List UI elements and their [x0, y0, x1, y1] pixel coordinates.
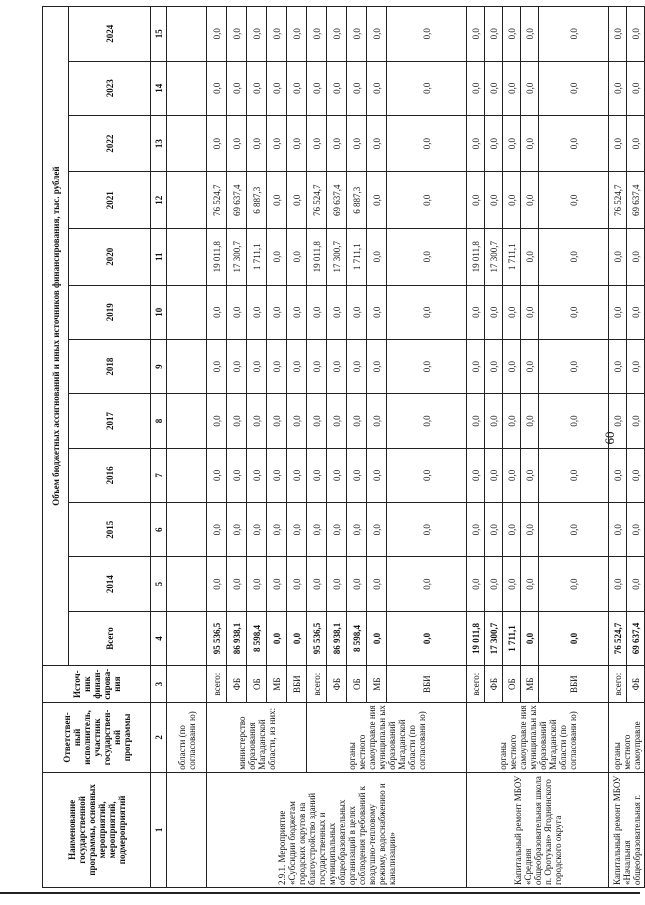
cell-value: 0,0 [287, 7, 307, 62]
cell-total: 86 938,1 [327, 611, 347, 665]
cell-value: 0,0 [307, 557, 327, 611]
cell-value: 0,0 [367, 339, 387, 393]
cell-value: 0,0 [307, 394, 327, 448]
cell-value: 76 524,7 [207, 172, 227, 229]
cell-value: 0,0 [627, 339, 645, 393]
cell-value: 0,0 [503, 557, 521, 611]
cell-value: 0,0 [539, 394, 609, 448]
cell-value: 0,0 [467, 394, 485, 448]
cell-value: 0,0 [227, 115, 247, 172]
col-number: 3 [151, 666, 167, 703]
cell-value: 0,0 [627, 448, 645, 502]
cell-value: 0,0 [207, 285, 227, 339]
cell-value: 0,0 [287, 448, 307, 502]
cell-value: 69 637,4 [627, 172, 645, 229]
cell-responsible: органы местного самоуправле [609, 703, 645, 773]
cell-value: 0,0 [207, 115, 227, 172]
cell-value: 0,0 [267, 61, 287, 115]
header-funding: Объем бюджетных ассигнований и иных источников финансирования, тыс. рублей [43, 7, 69, 666]
cell-value: 0,0 [307, 115, 327, 172]
cell-value: 0,0 [207, 61, 227, 115]
cell-value: 0,0 [247, 285, 267, 339]
cell-value: 0,0 [307, 7, 327, 62]
cell-value: 0,0 [467, 285, 485, 339]
cell-value: 0,0 [521, 61, 539, 115]
cell-value: 0,0 [503, 61, 521, 115]
cell-source: ВБИ [287, 666, 307, 703]
cell-value: 0,0 [387, 557, 467, 611]
cell-value: 0,0 [539, 503, 609, 557]
cell-value: 0,0 [347, 7, 367, 62]
cell-value: 0,0 [503, 285, 521, 339]
cell-name: Капитальный ремонт МБОУ «Начальная общеобразовательная г. [609, 772, 645, 887]
cell-value: 0,0 [307, 61, 327, 115]
cell-value: 0,0 [327, 7, 347, 62]
col-number: 7 [151, 448, 167, 502]
cell-value: 0,0 [207, 7, 227, 62]
cell-value: 0,0 [207, 557, 227, 611]
cell-value: 0,0 [387, 7, 467, 62]
cell-value: 0,0 [307, 503, 327, 557]
cell-value: 0,0 [227, 339, 247, 393]
cell-value: 0,0 [267, 285, 287, 339]
header-year: 2023 [69, 61, 151, 115]
col-number: 8 [151, 394, 167, 448]
cell-value: 0,0 [467, 557, 485, 611]
col-number: 1 [151, 772, 167, 887]
cell-source: ОБ [503, 666, 521, 703]
cell-value: 0,0 [247, 503, 267, 557]
cell-total: 76 524,7 [609, 611, 627, 665]
header-name: Наименование государственной программы, основных мероприятий, мероприятий, подмероприятий [43, 772, 151, 887]
col-number: 11 [151, 228, 167, 285]
cell-value: 6 887,3 [347, 172, 367, 229]
cell-value: 0,0 [367, 557, 387, 611]
cell-value: 0,0 [467, 7, 485, 62]
cell-value: 0,0 [503, 115, 521, 172]
col-number: 12 [151, 172, 167, 229]
cell-value: 0,0 [503, 394, 521, 448]
cell-value: 0,0 [207, 394, 227, 448]
cell-total: 0,0 [387, 611, 467, 665]
cell-value: 0,0 [539, 448, 609, 502]
cell-value: 0,0 [227, 557, 247, 611]
cell-value: 0,0 [367, 448, 387, 502]
cell-value: 0,0 [367, 61, 387, 115]
cell-name: Капитальный ремонт МБОУ «Средняя общеобразовательная школа п. Оротукан» Ягоднинского городского округа [467, 772, 609, 887]
cell-value: 0,0 [227, 61, 247, 115]
cell-value: 17 300,7 [485, 228, 503, 285]
cell-source: всего: [307, 666, 327, 703]
cell-value: 0,0 [267, 448, 287, 502]
cell-value: 0,0 [347, 61, 367, 115]
cell-value: 0,0 [327, 115, 347, 172]
cell-value: 0,0 [485, 115, 503, 172]
cell-value: 0,0 [387, 285, 467, 339]
cell-value: 0,0 [485, 394, 503, 448]
cell-value: 0,0 [521, 339, 539, 393]
cell-value: 0,0 [227, 394, 247, 448]
header-year: 2017 [69, 394, 151, 448]
cell-value: 0,0 [347, 394, 367, 448]
cell-value: 0,0 [539, 228, 609, 285]
cell-source: ВБИ [539, 666, 609, 703]
cell-value: 0,0 [485, 339, 503, 393]
cell-value: 0,0 [627, 61, 645, 115]
cell-value: 0,0 [485, 285, 503, 339]
header-year: 2020 [69, 228, 151, 285]
cell-value: 0,0 [539, 339, 609, 393]
col-number: 9 [151, 339, 167, 393]
cell-value: 0,0 [367, 394, 387, 448]
cell-value: 0,0 [539, 557, 609, 611]
cell-total: 0,0 [367, 611, 387, 665]
page-number: 60 [602, 431, 617, 445]
table-row [467, 7, 485, 888]
cell-value: 0,0 [627, 228, 645, 285]
cell-value: 0,0 [307, 448, 327, 502]
cell-value: 0,0 [467, 339, 485, 393]
cell-value: 0,0 [227, 7, 247, 62]
cell-value: 0,0 [485, 7, 503, 62]
cell-value: 0,0 [287, 503, 307, 557]
header-year: 2024 [69, 7, 151, 62]
header-year: 2018 [69, 339, 151, 393]
cell-total: 1 711,1 [503, 611, 521, 665]
cell-source: всего: [467, 666, 485, 703]
cell-value: 0,0 [267, 172, 287, 229]
cell-value: 0,0 [609, 339, 627, 393]
cell-value: 0,0 [485, 557, 503, 611]
cell-source: всего: [207, 666, 227, 703]
cell-value: 0,0 [347, 448, 367, 502]
cell-total: 17 300,7 [485, 611, 503, 665]
table-row [307, 7, 327, 888]
cell-value: 0,0 [287, 394, 307, 448]
cell-responsible: органы местного самоуправле ния муниципальн ых образований Магаданской области (по согласовани ю) [307, 703, 467, 773]
header-year: 2019 [69, 285, 151, 339]
cell-value: 1 711,1 [503, 228, 521, 285]
cell-total: 8 598,4 [247, 611, 267, 665]
cell-value: 0,0 [227, 503, 247, 557]
cell-value: 0,0 [503, 339, 521, 393]
cell-value: 0,0 [367, 7, 387, 62]
cell-value: 0,0 [327, 503, 347, 557]
funding-table [42, 6, 645, 888]
header-year: 2021 [69, 172, 151, 229]
cell-value: 0,0 [467, 172, 485, 229]
cell-value: 19 011,8 [307, 228, 327, 285]
cell-value: 0,0 [207, 448, 227, 502]
table-row [609, 7, 627, 888]
cell-value: 0,0 [627, 285, 645, 339]
cell-value: 0,0 [503, 503, 521, 557]
cell-value: 0,0 [627, 557, 645, 611]
col-number: 5 [151, 557, 167, 611]
cell-total: 69 637,4 [627, 611, 645, 665]
cell-value: 0,0 [347, 339, 367, 393]
cell-value: 0,0 [247, 115, 267, 172]
cell-source: ВБИ [387, 666, 467, 703]
cell-value: 0,0 [467, 503, 485, 557]
table-row [207, 7, 227, 888]
cell-value: 0,0 [247, 394, 267, 448]
cell-value: 0,0 [609, 7, 627, 62]
header-year: 2022 [69, 115, 151, 172]
cell-value: 0,0 [521, 7, 539, 62]
cell-source: ФБ [485, 666, 503, 703]
cell-value: 17 300,7 [327, 228, 347, 285]
cell-value: 1 711,1 [347, 228, 367, 285]
cell-name: 2.9.1. Мероприятие «Субсидии бюджетам городских округов на благоустройство зданий государственных и муниципальных общеобразовательных организаций в целях соблюдения требований к воздушно-тепловому режиму, водоснабжению и канализации» [207, 772, 467, 887]
cell-value: 0,0 [287, 339, 307, 393]
cell-value: 0,0 [287, 172, 307, 229]
cell-value: 0,0 [521, 557, 539, 611]
cell-value: 0,0 [387, 115, 467, 172]
cell-value: 0,0 [503, 7, 521, 62]
header-year: 2014 [69, 557, 151, 611]
cell-value: 69 637,4 [227, 172, 247, 229]
cell-value: 0,0 [367, 228, 387, 285]
cell-value: 0,0 [267, 115, 287, 172]
cell-value: 0,0 [347, 503, 367, 557]
cell-value: 0,0 [521, 394, 539, 448]
cell-value: 0,0 [387, 394, 467, 448]
cell-total: 0,0 [267, 611, 287, 665]
cell-value: 0,0 [485, 172, 503, 229]
cell-value: 0,0 [367, 503, 387, 557]
cell-value: 0,0 [467, 448, 485, 502]
cell-value: 0,0 [609, 503, 627, 557]
cell-source: всего: [609, 666, 627, 703]
cell-value: 19 011,8 [467, 228, 485, 285]
cell-value: 0,0 [327, 394, 347, 448]
cell-value: 0,0 [627, 394, 645, 448]
cell-value: 0,0 [267, 339, 287, 393]
cell-source: МБ [367, 666, 387, 703]
cell-source: МБ [521, 666, 539, 703]
cell-value: 0,0 [347, 557, 367, 611]
cell-value: 19 011,8 [207, 228, 227, 285]
cell-value: 0,0 [307, 339, 327, 393]
cell-total: 95 536,5 [207, 611, 227, 665]
cell-value: 0,0 [267, 557, 287, 611]
cell-value: 0,0 [327, 557, 347, 611]
col-number: 15 [151, 7, 167, 62]
cell-value: 0,0 [467, 115, 485, 172]
cell-value: 0,0 [521, 115, 539, 172]
cell-value: 0,0 [387, 503, 467, 557]
cell-total: 8 598,4 [347, 611, 367, 665]
cell-value: 0,0 [503, 172, 521, 229]
cell-value: 0,0 [207, 339, 227, 393]
header-source: Источ-ник финан-сирова-ния [43, 666, 151, 703]
cell-source: МБ [267, 666, 287, 703]
cell-value: 0,0 [387, 61, 467, 115]
cell-value: 0,0 [347, 285, 367, 339]
cell-value: 0,0 [539, 172, 609, 229]
table-row [167, 7, 207, 888]
cell-value: 0,0 [609, 448, 627, 502]
cell-responsible: министерство образования Магаданской области, из них: [207, 703, 307, 773]
cell-value: 0,0 [609, 394, 627, 448]
cell-value: 0,0 [387, 172, 467, 229]
cell-value: 0,0 [247, 557, 267, 611]
cell-value: 0,0 [627, 503, 645, 557]
col-number: 6 [151, 503, 167, 557]
cell-value: 0,0 [539, 285, 609, 339]
cell-source: ФБ [627, 666, 645, 703]
col-number: 14 [151, 61, 167, 115]
cell-value: 0,0 [227, 285, 247, 339]
cell-name [167, 772, 207, 887]
cell-value: 69 637,4 [327, 172, 347, 229]
cell-source: ФБ [327, 666, 347, 703]
cell-value: 0,0 [267, 394, 287, 448]
page-bottom-rule [0, 892, 640, 894]
cell-value: 0,0 [267, 503, 287, 557]
cell-value: 76 524,7 [307, 172, 327, 229]
cell-value: 0,0 [247, 448, 267, 502]
cell-value: 17 300,7 [227, 228, 247, 285]
cell-value: 0,0 [485, 61, 503, 115]
cell-value: 0,0 [627, 115, 645, 172]
header-year: 2015 [69, 503, 151, 557]
cell-total: 0,0 [287, 611, 307, 665]
cell-value: 0,0 [521, 228, 539, 285]
cell-value: 0,0 [521, 172, 539, 229]
cell-value: 0,0 [387, 448, 467, 502]
cell-value: 0,0 [609, 557, 627, 611]
table-body [167, 7, 645, 888]
cell-value: 0,0 [609, 61, 627, 115]
cell-value: 0,0 [503, 448, 521, 502]
cell-value: 6 887,3 [247, 172, 267, 229]
cell-total: 19 011,8 [467, 611, 485, 665]
cell-responsible: органы местного самоуправле ния муниципальн ых образований Магаданской области (по согласовани ю) [467, 703, 609, 773]
cell-value: 0,0 [367, 285, 387, 339]
cell-total: 95 536,5 [307, 611, 327, 665]
cell-value: 0,0 [609, 228, 627, 285]
header-responsible: Ответствен-ный исполнитель, участник государствен-ной программы [43, 703, 151, 773]
cell-value: 0,0 [609, 285, 627, 339]
cell-value: 0,0 [467, 61, 485, 115]
cell-total: 0,0 [539, 611, 609, 665]
cell-value: 0,0 [287, 228, 307, 285]
cell-value: 76 524,7 [609, 172, 627, 229]
cell-value: 0,0 [287, 115, 307, 172]
cell-value: 0,0 [247, 61, 267, 115]
cell-value: 0,0 [327, 339, 347, 393]
cell-total: 86 938,1 [227, 611, 247, 665]
cell-value: 0,0 [247, 339, 267, 393]
cell-value: 0,0 [367, 115, 387, 172]
col-number: 2 [151, 703, 167, 773]
cell-value: 0,0 [627, 7, 645, 62]
cell-value: 0,0 [367, 172, 387, 229]
cell-value: 0,0 [521, 285, 539, 339]
cell-value: 0,0 [287, 557, 307, 611]
cell-value: 0,0 [387, 228, 467, 285]
cell-value: 0,0 [327, 285, 347, 339]
cell-value: 0,0 [307, 285, 327, 339]
cell-value: 0,0 [247, 7, 267, 62]
header-total: Всего [69, 611, 151, 665]
cell-value: 0,0 [521, 503, 539, 557]
cell-value: 0,0 [267, 228, 287, 285]
cell-value: 0,0 [485, 448, 503, 502]
cell-value: 0,0 [539, 7, 609, 62]
cell-source: ОБ [347, 666, 367, 703]
cell-value: 0,0 [207, 503, 227, 557]
cell-value: 0,0 [539, 61, 609, 115]
cell-value: 0,0 [609, 115, 627, 172]
cell-value: 0,0 [539, 115, 609, 172]
cell-value: 0,0 [485, 503, 503, 557]
cell-responsible: области (по согласовани ю) [167, 703, 207, 773]
cell-value: 0,0 [287, 61, 307, 115]
cell-value: 0,0 [327, 61, 347, 115]
cell-value: 0,0 [327, 448, 347, 502]
cell-source: ФБ [227, 666, 247, 703]
header-year: 2016 [69, 448, 151, 502]
col-number: 10 [151, 285, 167, 339]
cell-value: 0,0 [387, 339, 467, 393]
cell-value: 0,0 [521, 448, 539, 502]
cell-value: 1 711,1 [247, 228, 267, 285]
col-number: 13 [151, 115, 167, 172]
cell-value: 0,0 [287, 285, 307, 339]
cell-value: 0,0 [347, 115, 367, 172]
cell-source: ОБ [247, 666, 267, 703]
col-number: 4 [151, 611, 167, 665]
cell-value: 0,0 [227, 448, 247, 502]
cell-total: 0,0 [521, 611, 539, 665]
cell-value: 0,0 [267, 7, 287, 62]
